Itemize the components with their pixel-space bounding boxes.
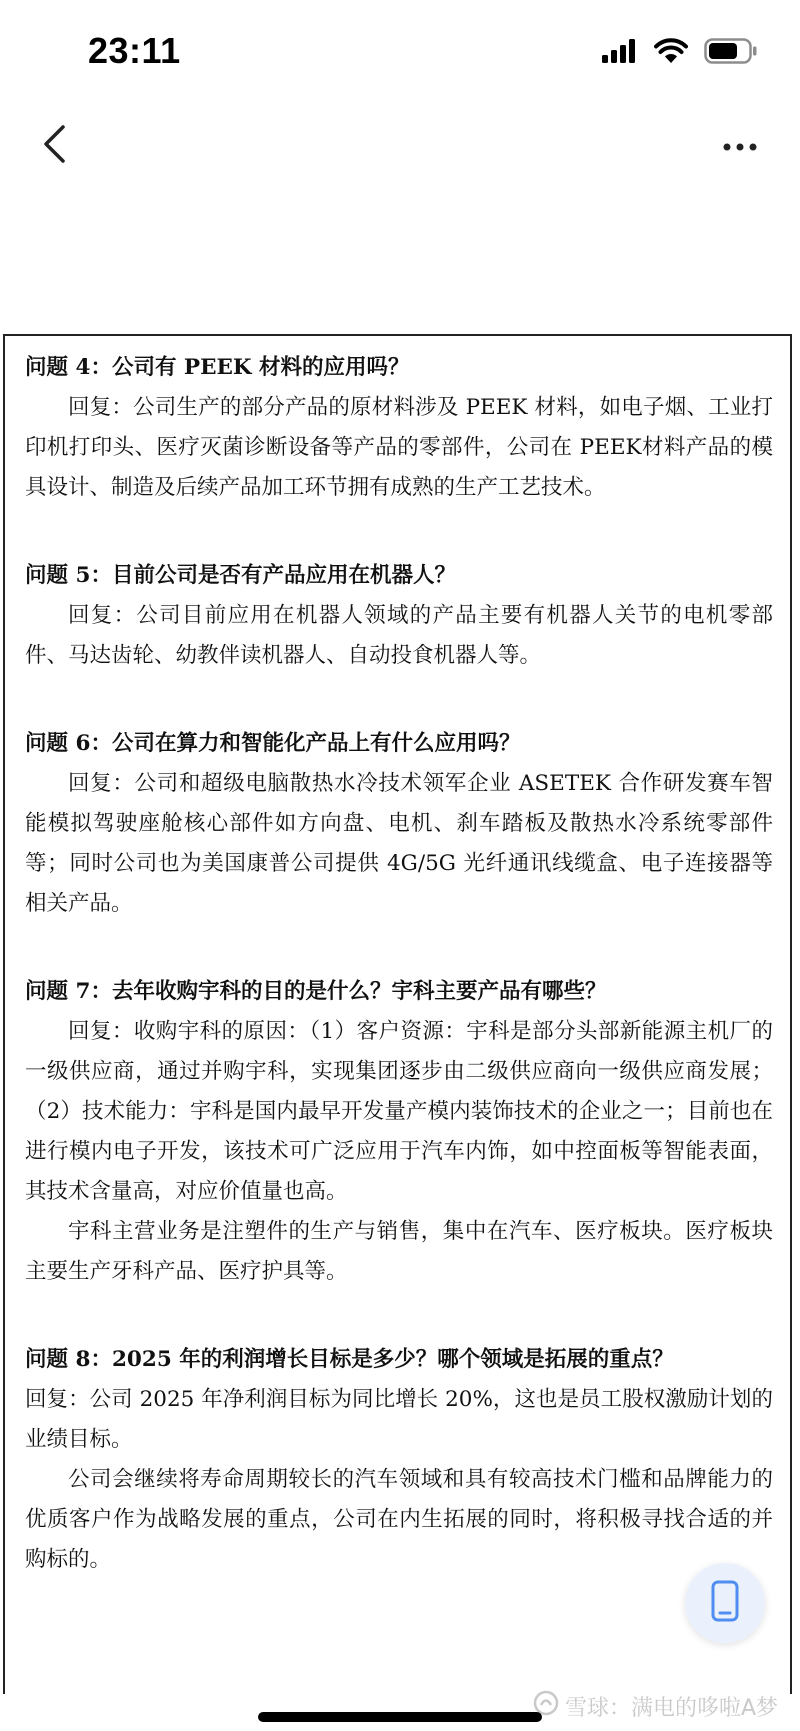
answer-6-line: 盒、电子连接器等相关产品。 xyxy=(25,851,773,916)
status-icons xyxy=(602,38,758,64)
back-button[interactable] xyxy=(26,118,82,174)
document-content xyxy=(25,348,773,1580)
answer-7-paragraph-2 xyxy=(25,1212,773,1292)
answer-8b-line: 牌能力的优质客户作为战略发展的重点，公司在内生拓展的同时，将 xyxy=(25,1467,773,1532)
status-bar xyxy=(0,0,800,100)
answer-7-line: 回复：收购宇科的原因：（1）客户资源：宇科是部分头部新能源 xyxy=(68,1019,686,1044)
question-8: 问题 8：2025 年的利润增长目标是多少？哪个领域是拓展的重点？ xyxy=(25,1347,674,1372)
section-gap xyxy=(25,676,773,724)
more-options-button[interactable] xyxy=(710,118,770,174)
answer-8-line: 计划的业绩目标。 xyxy=(25,1387,773,1452)
answer-8b-line: 公司会继续将寿命周期较长的汽车领域和具有较高技术门槛和品 xyxy=(68,1467,686,1492)
answer-8-paragraph-2 xyxy=(25,1460,773,1580)
section-gap xyxy=(25,508,773,556)
answer-8b-line: 积极寻找合适的并购标的。 xyxy=(25,1507,773,1572)
battery-icon xyxy=(704,38,758,64)
section-gap xyxy=(25,924,773,972)
answer-4 xyxy=(25,388,773,508)
answer-7-line: 一级供应商发展；（2）技术能力：宇科是国内最早开发量产模内装饰 xyxy=(25,1059,773,1124)
more-horizontal-icon xyxy=(722,137,758,156)
answer-6-line: 回复：公司和超级电脑散热水冷技术领军企业 ASETEK 合作研发赛 xyxy=(68,771,730,796)
answer-7 xyxy=(25,1012,773,1212)
cellular-signal-icon xyxy=(602,39,638,63)
phone-screen-icon xyxy=(710,1580,740,1626)
watermark-text: 雪球：满电的哆啦A梦 xyxy=(564,1695,778,1721)
answer-5-line: 机零部件、马达齿轮、幼教伴读机器人、自动投食机器人等。 xyxy=(25,603,773,668)
question-6: 问题 6：公司在算力和智能化产品上有什么应用吗？ xyxy=(25,731,521,756)
answer-8-line: 回复：公司 2025 年净利润目标为同比增长 20%，这也是员工股权激励 xyxy=(25,1387,709,1412)
answer-5-line: 回复：公司目前应用在机器人领域的产品主要有机器人关节的电 xyxy=(68,603,706,628)
answer-4-line: 材料产品的模具设计、制造及后续产品加工环节拥有成熟的生产工艺 xyxy=(25,435,773,500)
status-time: 23:11 xyxy=(88,30,181,71)
answer-6 xyxy=(25,764,773,924)
section-gap xyxy=(25,1292,773,1340)
question-5: 问题 5：目前公司是否有产品应用在机器人？ xyxy=(25,563,456,588)
answer-7b-line: 宇科主营业务是注塑件的生产与销售，集中在汽车、医疗板块。医 xyxy=(68,1219,708,1244)
answer-7-line: 汽车内饰，如中控面板等智能表面，其技术含量高，对应价值量也高。 xyxy=(25,1139,773,1204)
chevron-left-icon xyxy=(39,124,69,168)
watermark xyxy=(533,1690,778,1722)
answer-5 xyxy=(25,596,773,676)
answer-4-line: 回复：公司生产的部分产品的原材料涉及 PEEK 材料，如电子烟、 xyxy=(68,395,709,420)
home-indicator[interactable] xyxy=(258,1712,542,1722)
answer-6-line: 车智能模拟驾驶座舱核心部件如方向盘、电机、刹车踏板及散热水冷 xyxy=(25,771,773,836)
question-4: 问题 4：公司有 PEEK 材料的应用吗？ xyxy=(25,355,410,380)
question-7: 问题 7：去年收购宇科的目的是什么？宇科主要产品有哪些？ xyxy=(25,979,607,1004)
answer-4-line: 工业打印机打印头、医疗灭菌诊断设备等产品的零部件，公司在 PEEK xyxy=(25,395,773,460)
answer-7-line: 主机厂的一级供应商，通过并购宇科，实现集团逐步由二级供应商向 xyxy=(25,1019,773,1084)
floating-screen-button[interactable] xyxy=(685,1563,765,1643)
nav-bar xyxy=(0,100,800,190)
answer-8 xyxy=(25,1380,773,1460)
answer-4-line: 技术。 xyxy=(541,475,606,500)
answer-7-line: 技术的企业之一；目前也在进行模内电子开发，该技术可广泛应用于 xyxy=(25,1099,773,1164)
answer-7b-line: 疗板块主要生产牙科产品、医疗护具等。 xyxy=(25,1219,773,1284)
answer-6-line: 系统零部件等；同时公司也为美国康普公司提供 4G/5G 光纤通讯线缆 xyxy=(25,811,773,876)
document-image xyxy=(3,334,792,1694)
wifi-icon xyxy=(654,38,688,64)
